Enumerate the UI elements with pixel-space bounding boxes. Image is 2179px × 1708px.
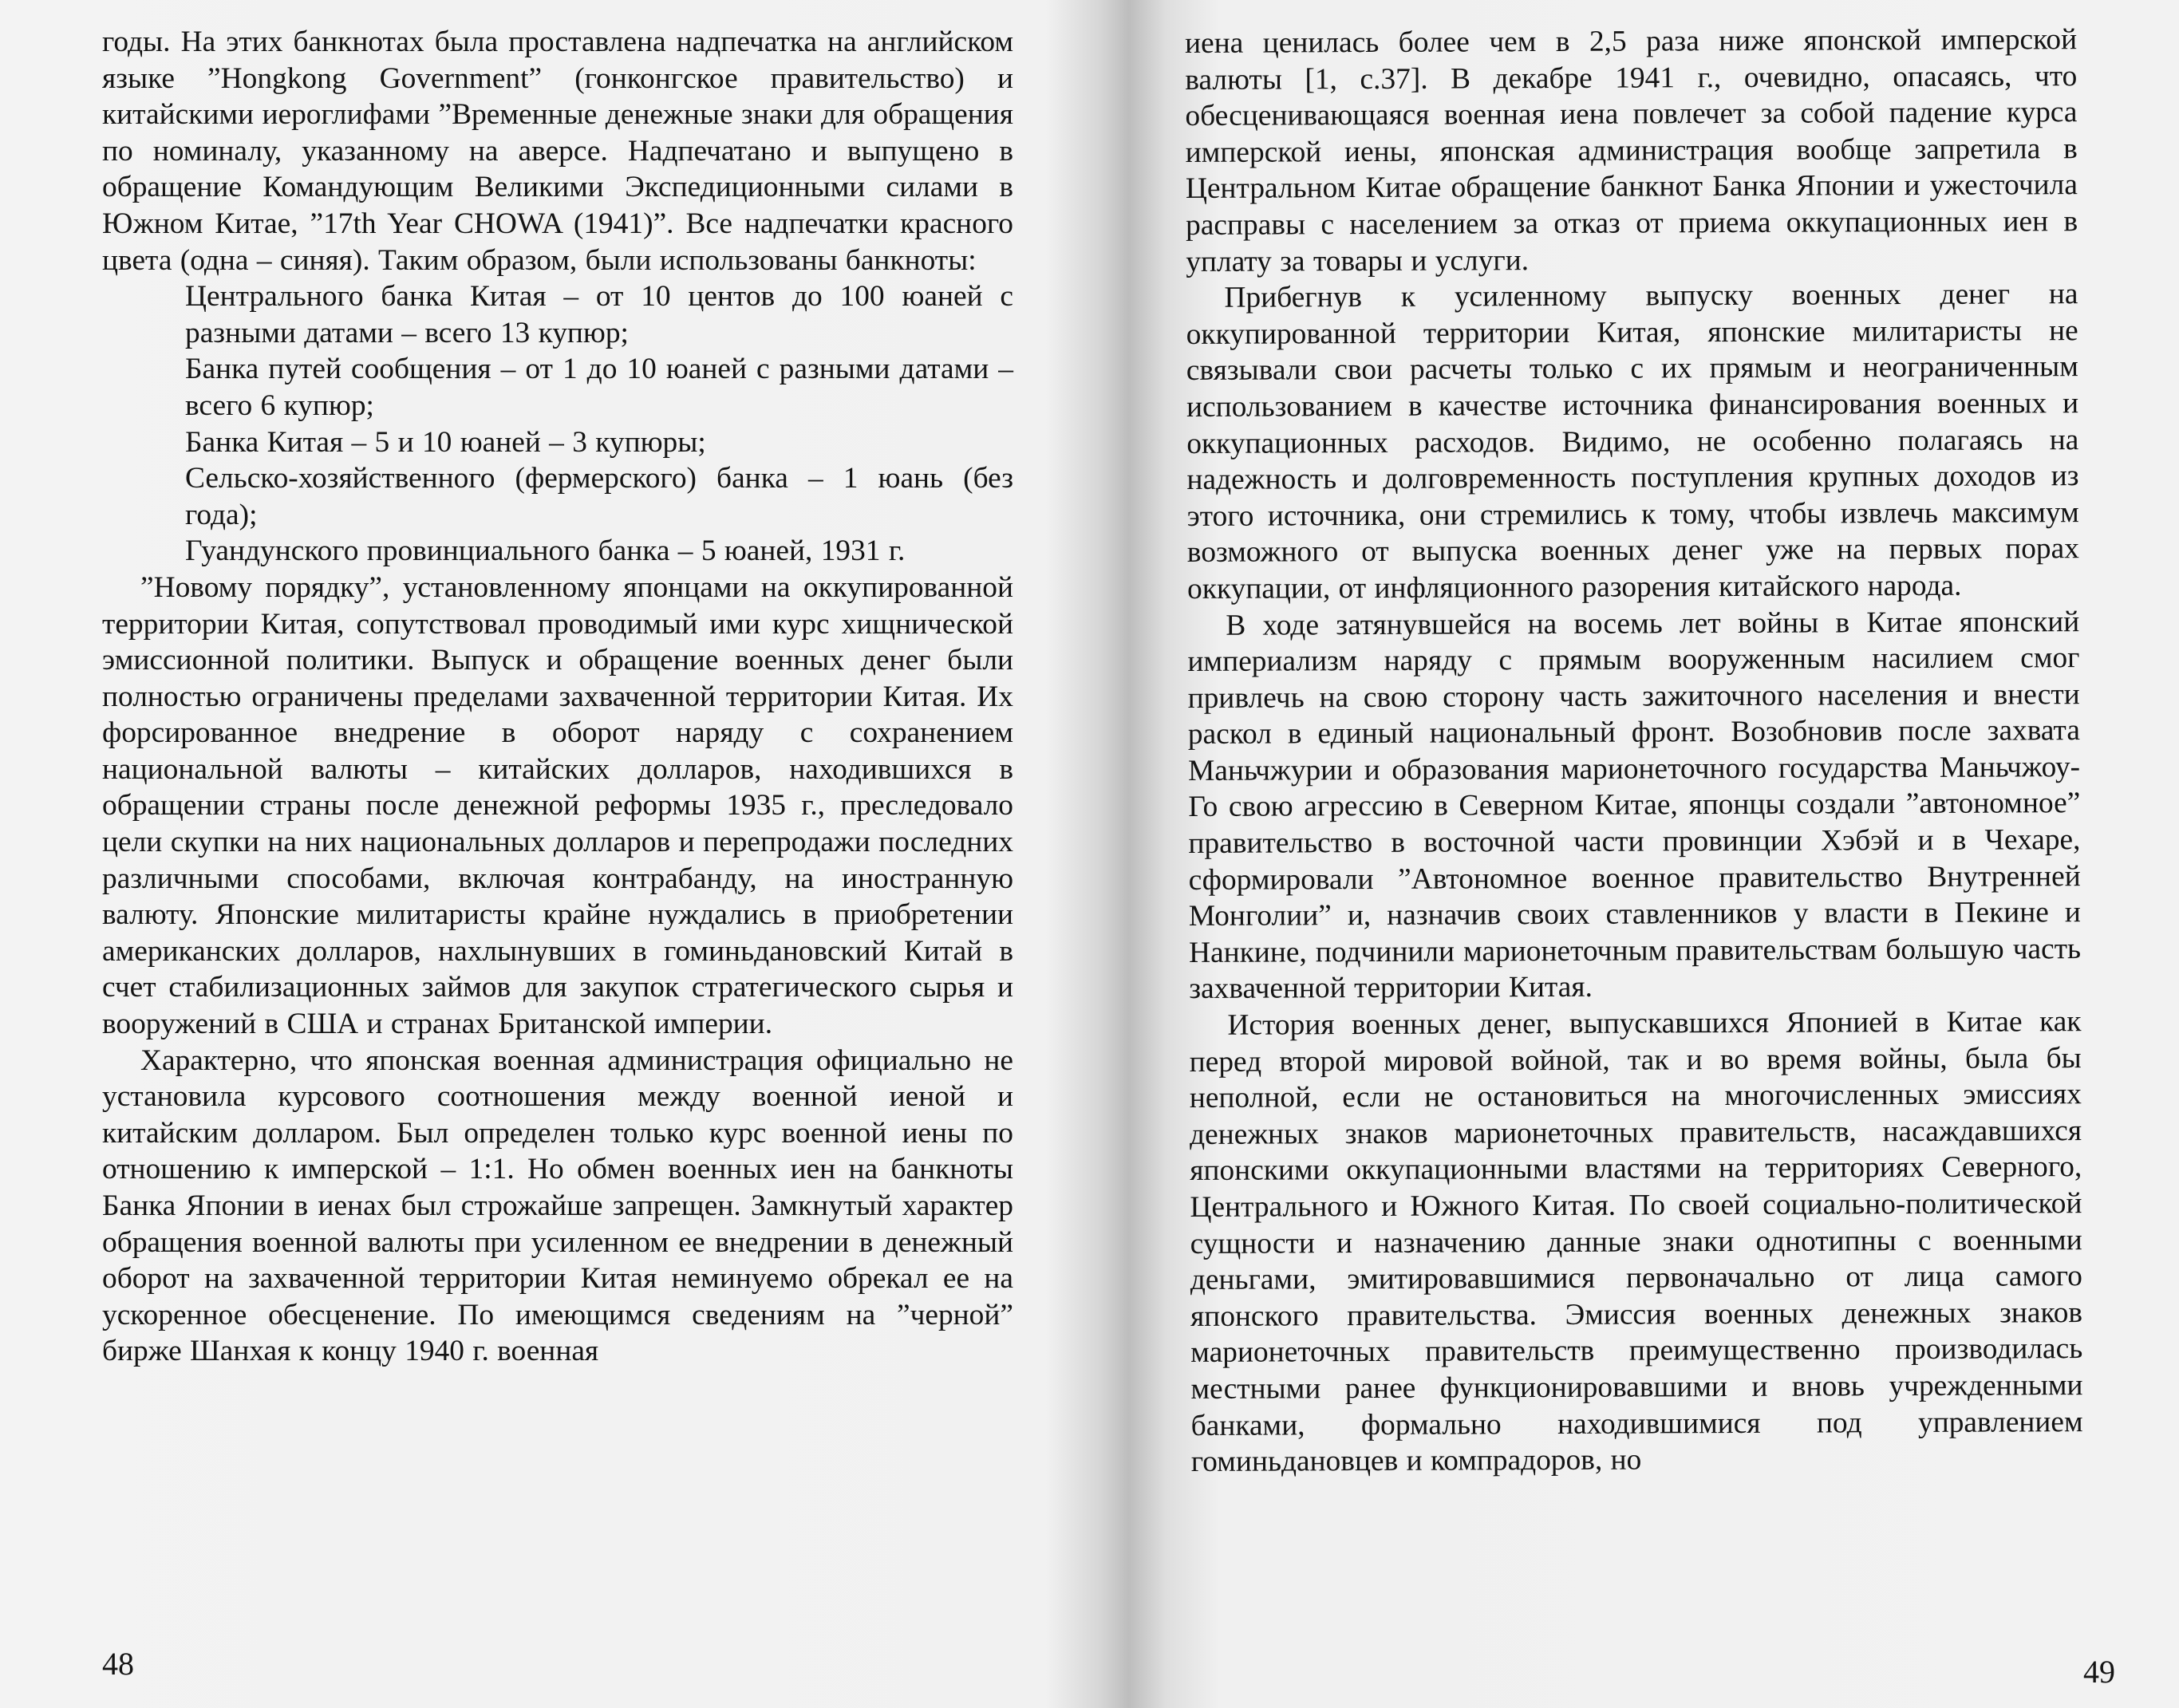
list-item: Гуандунского провинциального банка – 5 юаней, 1931 г. <box>185 534 906 568</box>
page-number-left: 48 <box>102 1646 134 1682</box>
list-item: Банка путей сообщения – от 1 до 10 юаней с разными датами – всего 6 купюр; <box>185 353 1013 422</box>
paragraph: Прибегнув к усиленному выпуску военных денег на оккупированной территории Китая, японские милитаристы не связывали свои расчеты только с их прямым и неограниченным использованием в качестве источника финансирования военных и оккупационных расходов. Видимо, не особенно полагаясь на надежность и долговременность поступления крупных доходов из этого источника, они стремились к тому, чтобы извлечь максимум возможного от выпуска военных денег уже на первых порах оккупации, от инфляционного разорения китайского народа. <box>1186 278 2079 605</box>
right-page-text <box>1185 22 2083 1481</box>
list-item: Сельско-хозяйственного (фермерского) банка – 1 юань (без года); <box>185 462 1013 531</box>
paragraph: В ходе затянувшейся на восемь лет войны в Китае японский империализм наряду с прямым вооруженным насилием смог привлечь на свою сторону часть зажиточного населения и внести раскол в единый национальный фронт. Возобновив после захвата Маньчжурии и образования марионеточного государства Маньчжоу-Го свою агрессию в Северном Китае, японцы создали ”автономное” правительство в восточной части провинции Хэбэй и в Чехаре, сформировали ”Автономное военное правительство Внутренней Монголии” и, назначив своих ставленников у власти в Пекине и Нанкине, подчинили марионеточным правительствам большую часть захваченной территории Китая. <box>1187 605 2082 1006</box>
paragraph: годы. На этих банкнотах была проставлена надпечатка на английском языке ”Hongkong Government” (гонконгское правительство) и китайскими иероглифами ”Временные денежные знаки для обращения по номиналу, указанному на аверсе. Надпечатано и выпущено в обращение Командующим Великими Экспедиционными силами в Южном Китае, ”17th Year CHOWA (1941)”. Все надпечатки красного цвета (одна – синяя). Таким образом, были использованы банкноты: <box>102 26 1013 277</box>
paragraph: ”Новому порядку”, установленному японцами на оккупированной территории Китая, сопутствовал проводимый ими курс хищнической эмиссионной политики. Выпуск и обращение военных денег были полностью ограничены пределами захваченной территории Китая. Их форсированное внедрение в оборот наряду с сохранением национальной валюты – китайских долларов, находившихся в обращении страны после денежной реформы 1935 г., преследовало цели скупки на них национальных долларов и перепродажи последних различными способами, включая контрабанду, на иностранную валюту. Японские милитаристы крайне нуждались в приобретении американских долларов, нахлынувших в гоминьдановский Китай в счет стабилизационных займов для закупок стратегического сырья и вооружений в США и странах Британской империи. <box>102 570 1013 1041</box>
left-page-text <box>102 24 1013 1370</box>
paragraph: иена ценилась более чем в 2,5 раза ниже японской имперской валюты [1, с.37]. В декабре 1941 г., очевидно, опасаясь, что обесценивающаяся военная иена повлечет за собой падение курса имперской иены, японская администрация вообще запретила в Центральном Китае обращение банкнот Банка Японии и ужесточила расправы с населением за отказ от приема оккупационных иен в уплату за товары и услуги. <box>1185 23 2078 278</box>
list-item: Центрального банка Китая – от 10 центов до 100 юаней с разными датами – всего 13 купюр; <box>185 280 1013 349</box>
paragraph: История военных денег, выпускавшихся Японией в Китае как перед второй мировой войной, так и во время войны, была бы неполной, если не остановиться на многочисленных эмиссиях денежных знаков марионеточных правительств, насаждавшихся японскими оккупационными властями на территориях Северного, Центрального и Южного Китая. По своей социально-политической сущности и назначению данные знаки однотипны с военными деньгами, эмитировавшимися первоначально от лица самого японского правительства. Эмиссия военных денежных знаков марионеточных правительств преимущественно производилась местными ранее функционировавшими и вновь учрежденными банками, формально находившимися под управлением гоминьдановцев и компрадоров, но <box>1189 1005 2083 1479</box>
right-page <box>1109 0 2179 1708</box>
left-page <box>0 0 1069 1708</box>
list-item: Банка Китая – 5 и 10 юаней – 3 купюры; <box>185 425 706 459</box>
page-number-right: 49 <box>2083 1654 2115 1690</box>
paragraph: Характерно, что японская военная администрация официально не установила курсового соотношения между военной иеной и китайским долларом. Был определен только курс военной иены по отношению к имперской – 1:1. Но обмен военных иен на банкноты Банка Японии в иенах был строжайше запрещен. Замкнутый характер обращения военной валюты при усиленном ее внедрении в денежный оборот на захваченной территории Китая неминуемо обрекал ее на ускоренное обесценение. По имеющимся сведениям на ”черной” бирже Шанхая к концу 1940 г. военная <box>102 1043 1013 1368</box>
